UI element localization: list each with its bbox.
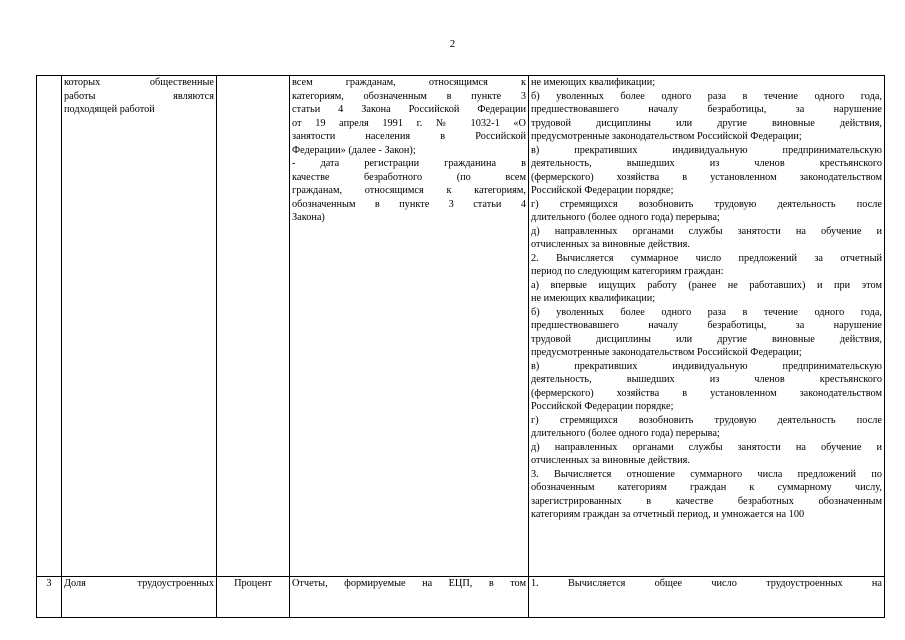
text-line: деятельность, вышедших из членов крестьянского (531, 158, 882, 169)
text-line: не имеющих квалификации; (531, 77, 656, 88)
text-line: период по следующим категориям граждан: (531, 266, 724, 277)
indicator-table (36, 75, 885, 618)
text-line: б) уволенных более одного раза в течение одного года, (531, 90, 882, 102)
text-line: д) направленных органами службы занятости на обучение и (531, 225, 882, 237)
text-line: трудовой дисциплины или другие виновные действия, (531, 117, 882, 129)
text-line: статьи 4 Закона Российской Федерации (292, 104, 526, 115)
cell-unit: Процент (217, 577, 290, 618)
table-row (37, 76, 885, 577)
text-line: подходящей работой (64, 104, 155, 115)
text-line: длительного (более одного года) перерыва; (531, 212, 720, 223)
text-line: б) уволенных более одного раза в течение одного года, (531, 306, 882, 318)
text-line: предусмотренные законодательством Российской Федерации; (531, 347, 802, 358)
text-line: занятости населения в Российской (292, 131, 526, 142)
text-line: трудовой дисциплины или другие виновные действия, (531, 333, 882, 345)
text-line: обозначенным в пункте 3 статьи 4 (292, 198, 526, 210)
text-line: качестве безработного (по всем (292, 171, 526, 183)
text-line: д) направленных органами службы занятости на обучение и (531, 441, 882, 453)
cell-number (37, 76, 62, 577)
cell-number: 3 (37, 577, 62, 618)
text-line: - дата регистрации гражданина в (292, 158, 526, 169)
text-line: категориям, обозначенным в пункте 3 (292, 90, 526, 102)
text-line: в) прекративших индивидуальную предпринимательскую (531, 144, 882, 156)
text-line: Закона) (292, 212, 325, 223)
text-line: от 19 апреля 1991 г. № 1032-1 «О (292, 117, 526, 129)
text-line: не имеющих квалификации; (531, 293, 656, 304)
text-line: обозначенным категориям граждан к суммарному числу, (531, 482, 882, 493)
cell-source (290, 76, 529, 577)
text-line: которых общественные (64, 77, 214, 88)
text-line: 2. Вычисляется суммарное число предложений за отчетный (531, 252, 882, 264)
text-line: работы являются (64, 90, 214, 102)
text-line: 1. Вычисляется общее число трудоустроенных на (531, 578, 882, 589)
text-line: Отчеты, формируемые на ЕЦП, в том (292, 578, 526, 589)
text-line: предусмотренные законодательством Российской Федерации; (531, 131, 802, 142)
cell-unit (217, 76, 290, 577)
text-line: Федерации» (далее - Закон); (292, 144, 416, 156)
text-line: отчисленных за виновные действия. (531, 239, 690, 250)
text-line: всем гражданам, относящимся к (292, 77, 526, 88)
cell-source (290, 577, 529, 618)
table-row (37, 577, 885, 618)
text-line: г) стремящихся возобновить трудовую деятельность после (531, 414, 882, 426)
text-line: зарегистрированных в качестве безработных обозначенным (531, 495, 882, 507)
page-number: 2 (449, 38, 456, 50)
text-line: г) стремящихся возобновить трудовую деятельность после (531, 198, 882, 210)
text-line: (фермерского) хозяйства в установленном законодательством (531, 171, 882, 183)
text-line: а) впервые ищущих работу (ранее не работавших) и при этом (531, 279, 882, 291)
text-line: предшествовавшего началу безработицы, за нарушение (531, 320, 882, 331)
cell-indicator-name (62, 76, 217, 577)
text-line: Российской Федерации порядке; (531, 185, 674, 196)
text-line: гражданам, относящимся к категориям, (292, 185, 526, 196)
cell-method (529, 76, 885, 577)
text-line: (фермерского) хозяйства в установленном законодательством (531, 387, 882, 399)
cell-indicator-name (62, 577, 217, 618)
text-line: предшествовавшего началу безработицы, за нарушение (531, 104, 882, 115)
text-line: отчисленных за виновные действия. (531, 455, 690, 466)
text-line: Доля трудоустроенных (64, 578, 214, 589)
text-line: в) прекративших индивидуальную предпринимательскую (531, 360, 882, 372)
text-line: категориям граждан за отчетный период, и умножается на 100 (531, 509, 805, 520)
text-line: деятельность, вышедших из членов крестьянского (531, 374, 882, 385)
cell-method (529, 577, 885, 618)
text-line: Российской Федерации порядке; (531, 401, 674, 412)
text-line: длительного (более одного года) перерыва; (531, 428, 720, 439)
text-line: 3. Вычисляется отношение суммарного числа предложений по (531, 468, 882, 480)
